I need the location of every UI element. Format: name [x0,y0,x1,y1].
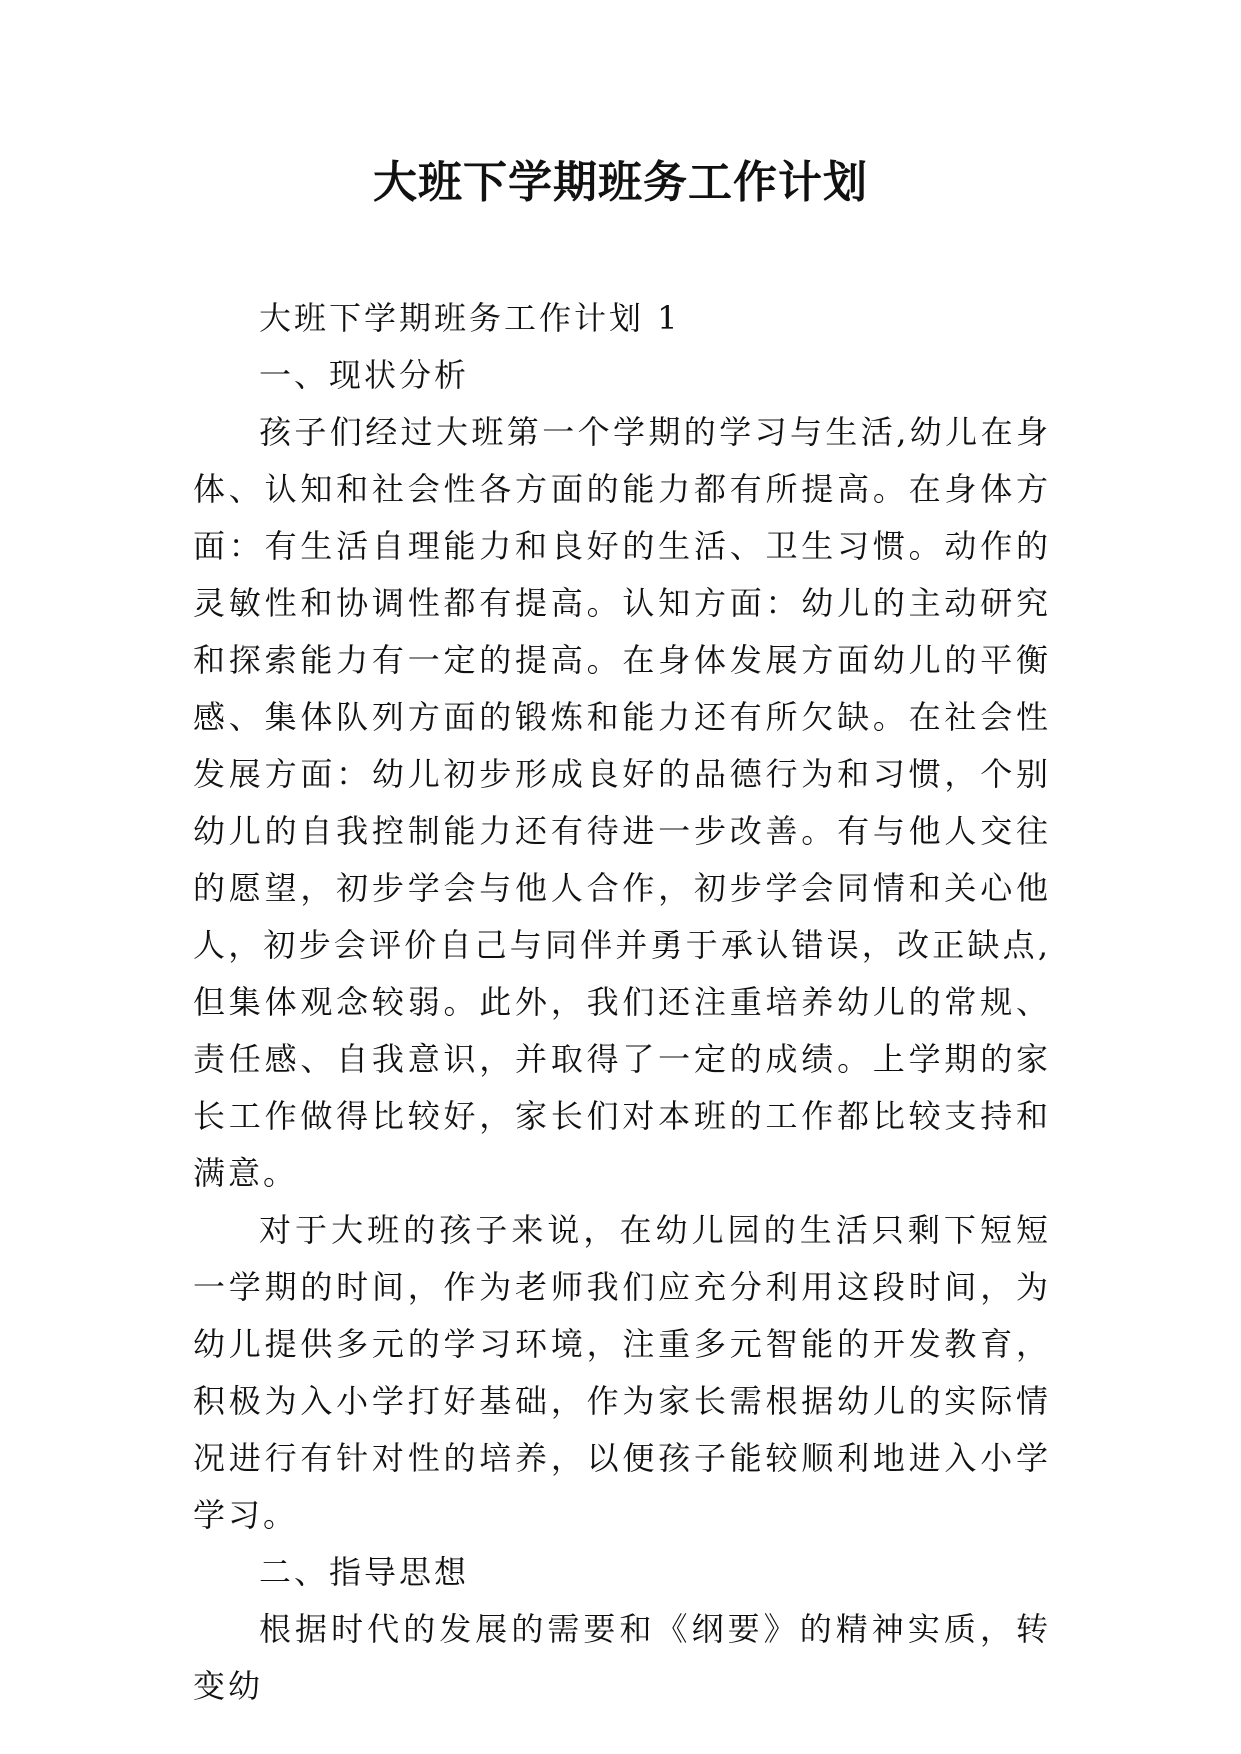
subtitle-paragraph: 大班下学期班务工作计划 1 [259,299,681,337]
section-heading-2: 二、指导思想 [259,1553,470,1591]
body-paragraph: 根据时代的发展的需要和《纲要》的精神实质，转变幼 [193,1610,1051,1705]
body-paragraph: 孩子们经过大班第一个学期的学习与生活,幼儿在身体、认知和社会性各方面的能力都有所提高。在身体方面：有生活自理能力和良好的生活、卫生习惯。动作的灵敏性和协调性都有提高。认知方面：幼儿的主动研究和探索能力有一定的提高。在身体发展方面幼儿的平衡感、集体队列方面的锻炼和能力还有所欠缺。在社会性发展方面：幼儿初步形成良好的品德行为和习惯，个别幼儿的自我控制能力还有待进一步改善。有与他人交往的愿望，初步学会与他人合作，初步学会同情和关心他人，初步会评价自己与同伴并勇于承认错误，改正缺点,但集体观念较弱。此外，我们还注重培养幼儿的常规、责任感、自我意识，并取得了一定的成绩。上学期的家长工作做得比较好，家长们对本班的工作都比较支持和满意。 [193,413,1051,1192]
document-body [193,290,1051,1715]
section-heading-1: 一、现状分析 [259,356,470,394]
document-title: 大班下学期班务工作计划 [373,157,868,208]
body-paragraph: 对于大班的孩子来说，在幼儿园的生活只剩下短短一学期的时间，作为老师我们应充分利用这段时间，为幼儿提供多元的学习环境，注重多元智能的开发教育，积极为入小学打好基础，作为家长需根据幼儿的实际情况进行有针对性的培养，以便孩子能较顺利地进入小学学习。 [193,1211,1051,1534]
